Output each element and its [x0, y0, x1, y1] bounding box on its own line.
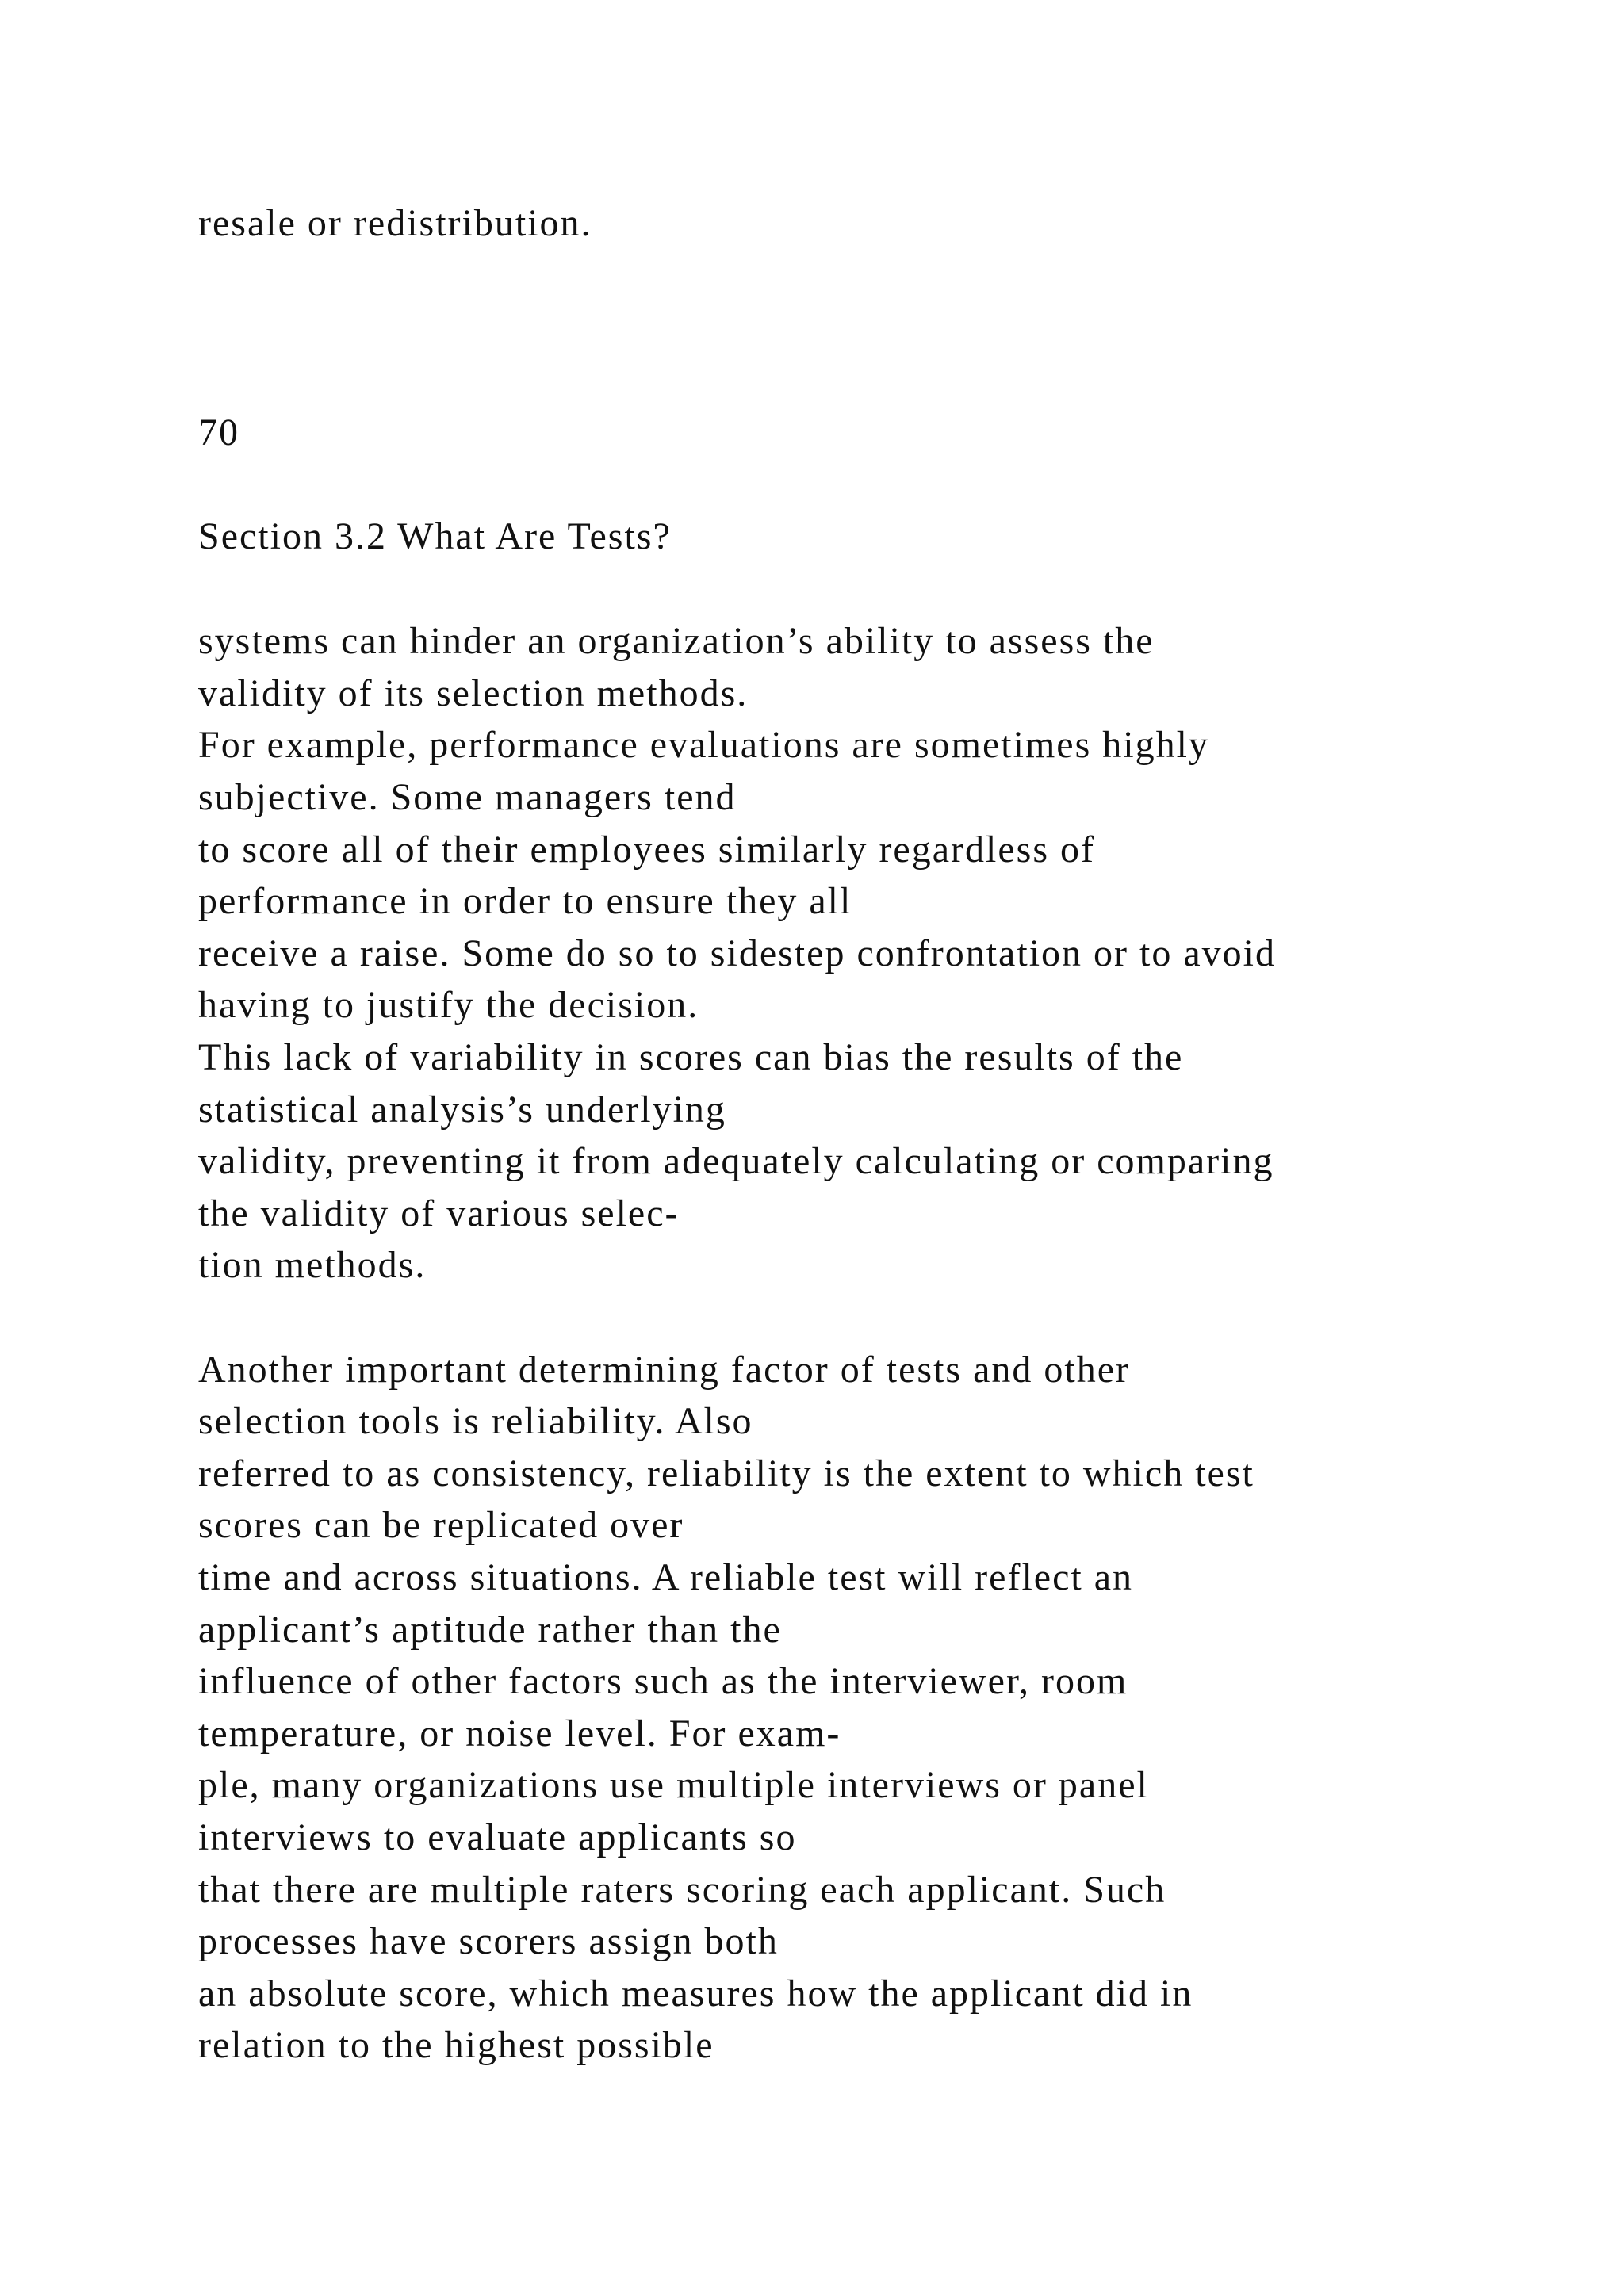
- paragraph-line: that there are multiple raters scoring each applicant. Such: [198, 1869, 1166, 1911]
- paragraph-line: statistical analysis’s underlying: [198, 1089, 726, 1131]
- paragraph-line: selection tools is reliability. Also: [198, 1400, 753, 1442]
- paragraph-line: processes have scorers assign both: [198, 1920, 779, 1962]
- paragraph-line: systems can hinder an organization’s ability to assess the: [198, 620, 1155, 662]
- paragraph-line: ple, many organizations use multiple interviews or panel: [198, 1764, 1149, 1806]
- paragraph-line: the validity of various selec-: [198, 1192, 680, 1234]
- paragraph-line: performance in order to ensure they all: [198, 880, 852, 922]
- paragraph-line: Another important determining factor of tests and other: [198, 1349, 1131, 1391]
- paragraph-line: validity of its selection methods.: [198, 672, 749, 714]
- paragraph-line: scores can be replicated over: [198, 1504, 684, 1546]
- paragraph-line: applicant’s aptitude rather than the: [198, 1609, 782, 1651]
- paragraph-line: validity, preventing it from adequately calculating or comparing: [198, 1140, 1274, 1182]
- paragraph-line: This lack of variability in scores can bias the results of the: [198, 1036, 1184, 1078]
- paragraph-line: time and across situations. A reliable test will reflect an: [198, 1556, 1134, 1598]
- paragraph-line: subjective. Some managers tend: [198, 776, 737, 818]
- page-number: 70: [198, 411, 239, 453]
- paragraph-line: receive a raise. Some do so to sidestep confrontation or to avoid: [198, 932, 1276, 974]
- paragraph-line: tion methods.: [198, 1244, 427, 1286]
- paragraph-line: referred to as consistency, reliability is the extent to which test: [198, 1452, 1254, 1494]
- paragraph-line: interviews to evaluate applicants so: [198, 1816, 797, 1858]
- section-heading: Section 3.2 What Are Tests?: [198, 515, 672, 557]
- paragraph-line: temperature, or noise level. For exam-: [198, 1712, 841, 1755]
- paragraph-line: to score all of their employees similarly regardless of: [198, 828, 1096, 871]
- paragraph-line: an absolute score, which measures how the applicant did in: [198, 1973, 1193, 2015]
- paragraph-line: For example, performance evaluations are sometimes highly: [198, 724, 1209, 766]
- paragraph-line: relation to the highest possible: [198, 2024, 714, 2066]
- paragraph-line: having to justify the decision.: [198, 984, 699, 1026]
- text-fragment: resale or redistribution.: [198, 202, 592, 244]
- paragraph-line: influence of other factors such as the interviewer, room: [198, 1660, 1128, 1702]
